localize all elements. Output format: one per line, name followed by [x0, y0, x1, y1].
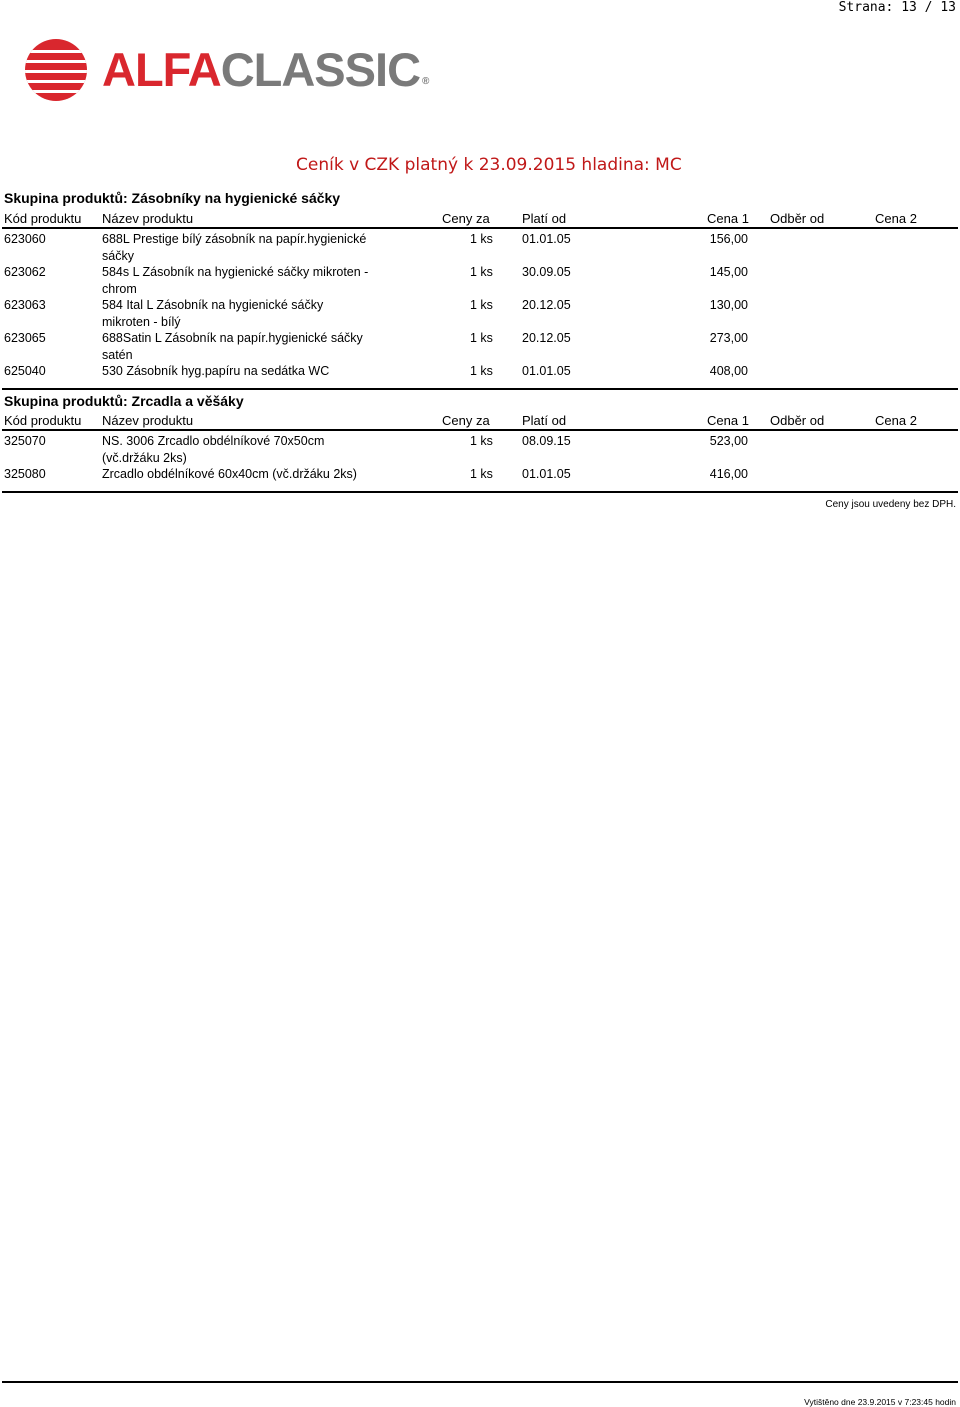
page-number: Strana: 13 / 13	[838, 0, 956, 15]
group-end-divider	[2, 491, 958, 493]
price-1: 156,00	[709, 232, 748, 246]
price1-column-header: Cena 1	[707, 211, 749, 226]
price-unit: 1 ks	[470, 434, 493, 448]
bottom-divider	[2, 1381, 958, 1383]
logo-wordmark: ALFACLASSIC ®	[102, 43, 429, 96]
product-code: 623062	[4, 265, 46, 279]
price2-column-header: Cena 2	[875, 211, 917, 226]
take-from-column-header: Odběr od	[770, 211, 825, 226]
table-row-continuation	[0, 451, 960, 467]
table-row-continuation	[0, 249, 960, 265]
product-code: 325080	[4, 467, 46, 481]
take-from-column-header: Odběr od	[770, 413, 825, 428]
valid-from-date: 08.09.15	[522, 434, 571, 448]
product-name: Zrcadlo obdélníkové 60x40cm (vč.držáku 2ks)	[102, 467, 357, 481]
table-row-continuation	[0, 282, 960, 298]
product-name: 530 Zásobník hyg.papíru na sedátka WC	[102, 364, 330, 378]
table-header	[0, 211, 960, 227]
price-unit: 1 ks	[470, 298, 493, 312]
product-name-continuation: mikroten - bílý	[102, 315, 181, 329]
striped-ball-icon	[24, 38, 88, 102]
group-title: Skupina produktů: Zásobníky na hygienické sáčky	[4, 190, 341, 206]
table-row	[0, 331, 960, 347]
header-divider	[2, 227, 958, 229]
valid-from-date: 01.01.05	[522, 232, 571, 246]
valid-from-date: 30.09.05	[522, 265, 571, 279]
price-1: 416,00	[709, 467, 748, 481]
product-name: 584 Ital L Zásobník na hygienické sáčky	[102, 298, 324, 312]
table-row	[0, 364, 960, 380]
per-column-header: Ceny za	[442, 413, 490, 428]
product-code: 325070	[4, 434, 46, 448]
valid-from-date: 20.12.05	[522, 331, 571, 345]
header-divider	[2, 429, 958, 431]
product-code: 623063	[4, 298, 46, 312]
product-name: NS. 3006 Zrcadlo obdélníkové 70x50cm	[102, 434, 325, 448]
product-name-continuation: chrom	[102, 282, 137, 296]
valid-from-column-header: Platí od	[522, 413, 567, 428]
price-unit: 1 ks	[470, 331, 493, 345]
price-list-title: Ceník v CZK platný k 23.09.2015 hladina: MC	[296, 155, 682, 175]
price-1: 523,00	[709, 434, 748, 448]
product-code: 625040	[4, 364, 46, 378]
product-name: 688Satin L Zásobník na papír.hygienické sáčky	[102, 331, 363, 345]
table-row	[0, 232, 960, 248]
alfaclassic-logo	[24, 38, 429, 102]
price-1: 145,00	[709, 265, 748, 279]
code-column-header: Kód produktu	[4, 211, 82, 226]
product-code: 623060	[4, 232, 46, 246]
name-column-header: Název produktu	[102, 413, 194, 428]
price-1: 408,00	[709, 364, 748, 378]
group-end-divider	[2, 388, 958, 390]
product-name-continuation: satén	[102, 348, 133, 362]
product-name-continuation: sáčky	[102, 249, 134, 263]
table-row	[0, 434, 960, 450]
table-row	[0, 467, 960, 483]
table-row-continuation	[0, 315, 960, 331]
product-name: 584s L Zásobník na hygienické sáčky mikroten -	[102, 265, 369, 279]
price1-column-header: Cena 1	[707, 413, 749, 428]
valid-from-date: 20.12.05	[522, 298, 571, 312]
table-header	[0, 413, 960, 429]
product-name: 688L Prestige bílý zásobník na papír.hygienické	[102, 232, 367, 246]
group-title: Skupina produktů: Zrcadla a věšáky	[4, 393, 244, 409]
table-row	[0, 265, 960, 281]
table-row-continuation	[0, 348, 960, 364]
price-unit: 1 ks	[470, 232, 493, 246]
product-name-continuation: (vč.držáku 2ks)	[102, 451, 187, 465]
price-unit: 1 ks	[470, 467, 493, 481]
name-column-header: Název produktu	[102, 211, 194, 226]
valid-from-date: 01.01.05	[522, 467, 571, 481]
price-1: 273,00	[709, 331, 748, 345]
vat-footnote: Ceny jsou uvedeny bez DPH.	[825, 499, 956, 510]
price-unit: 1 ks	[470, 364, 493, 378]
per-column-header: Ceny za	[442, 211, 490, 226]
valid-from-column-header: Platí od	[522, 211, 567, 226]
price-unit: 1 ks	[470, 265, 493, 279]
table-row	[0, 298, 960, 314]
product-code: 623065	[4, 331, 46, 345]
print-timestamp: Vytištěno dne 23.9.2015 v 7:23:45 hodin	[804, 1397, 956, 1407]
price-1: 130,00	[709, 298, 748, 312]
code-column-header: Kód produktu	[4, 413, 82, 428]
price2-column-header: Cena 2	[875, 413, 917, 428]
valid-from-date: 01.01.05	[522, 364, 571, 378]
